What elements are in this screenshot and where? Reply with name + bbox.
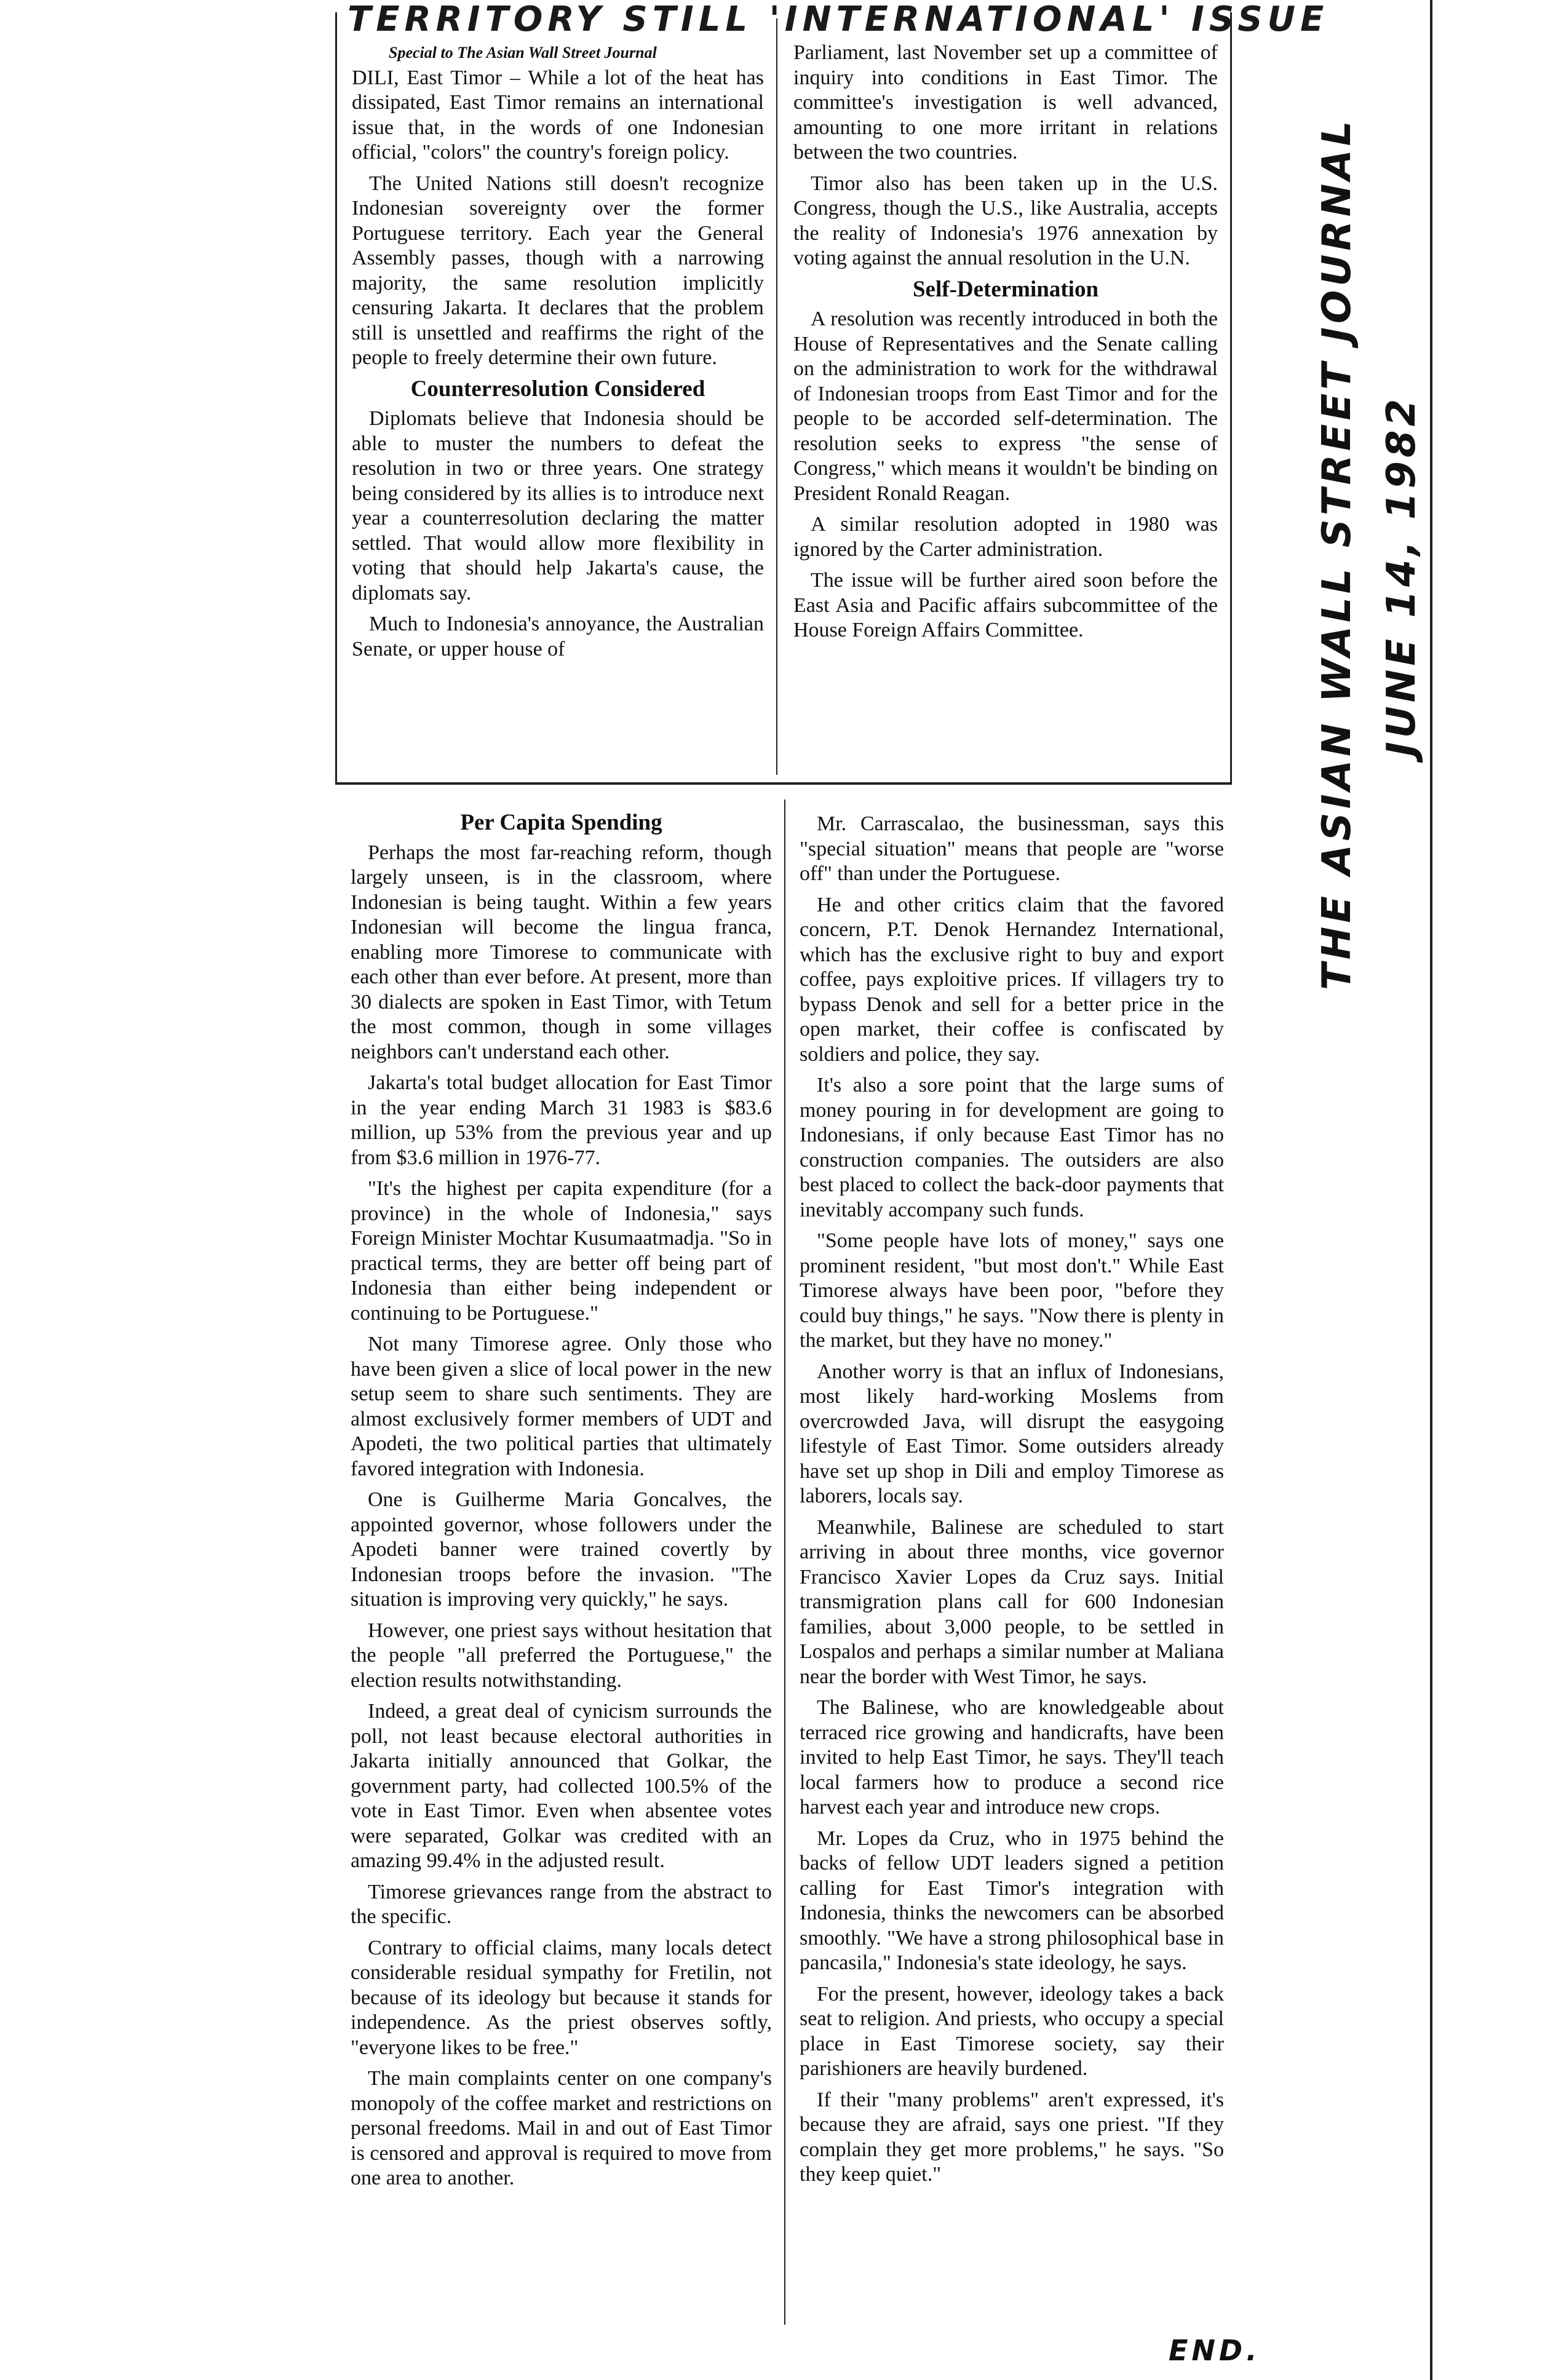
article-paragraph: "Some people have lots of money," says one prominent resident, "but most don't." While East Timorese always have been poor, "before they could buy things," he says. "Now there is plenty in the market, but they have no money." xyxy=(800,1229,1224,1352)
source-publication-note: THE ASIAN WALL STREET JOURNAL xyxy=(1314,117,1360,990)
article-paragraph: However, one priest says without hesitation that the people "all preferred the Portuguese," the election results notwithstanding. xyxy=(351,1619,772,1692)
article-paragraph: Not many Timorese agree. Only those who have been given a slice of local power in the new setup seem to share such sentiments. They are almost exclusively former members of UDT and Apodeti, the two political parties that ultimately favored integration with Indonesia. xyxy=(351,1333,772,1480)
top-box-bottom-border xyxy=(335,782,1232,785)
article-paragraph: Jakarta's total budget allocation for East Timor in the year ending March 31 1983 is $83.6 million, up 53% from the previous year and up from $3.6 million in 1976-77. xyxy=(351,1071,772,1169)
article-paragraph: A resolution was recently introduced in both the House of Representatives and the Senate calling on the administration to work for the withdrawal of Indonesian troops from East Timor and for the people to be accorded self-determination. The resolution seeks to express "the sense of Congress," which means it wouldn't be binding on President Ronald Reagan. xyxy=(793,307,1218,505)
article-paragraph: Meanwhile, Balinese are scheduled to start arriving in about three months, vice governor Francisco Xavier Lopes da Cruz says. Initial transmigration plans call for 600 Indonesian families, about 3,000 people, to be settled in Lospalos and perhaps a similar number at Maliana near the border with West Timor, he says. xyxy=(800,1515,1224,1688)
article-paragraph: Timorese grievances range from the abstract to the specific. xyxy=(351,1880,772,1928)
article-paragraph: Diplomats believe that Indonesia should be able to muster the numbers to defeat the resolution in two or three years. One strategy being considered by its allies is to introduce next year a counterresolution declaring the matter settled. That would allow more flexibility in voting that should help Jakarta's cause, the diplomats say. xyxy=(352,407,764,605)
handwritten-source-note xyxy=(1314,80,1437,990)
top-box-right-border xyxy=(1230,12,1232,784)
byline-credit: Special to The Asian Wall Street Journal xyxy=(389,44,657,61)
article-paragraph: "It's the highest per capita expenditure (for a province) in the whole of Indonesia," says Foreign Minister Mochtar Kusumaatmadja. "So in practical terms, they are better off being part of Indonesia than either being independent or continuing to be Portuguese." xyxy=(351,1177,772,1325)
article-paragraph: The main complaints center on one company's monopoly of the coffee market and restrictions on personal freedoms. Mail in and out of East Timor is censored and approval is required to move from one area to another. xyxy=(351,2067,772,2189)
subheading: Self-Determination xyxy=(912,276,1099,302)
article-paragraph: Parliament, last November set up a committee of inquiry into conditions in East Timor. The committee's investigation is well advanced, amounting to one more irritant in relations between the two countries. xyxy=(793,41,1218,164)
article-paragraph: Timor also has been taken up in the U.S. Congress, though the U.S., like Australia, accepts the reality of Indonesia's 1976 annexation by voting against the annual resolution in the U.N. xyxy=(793,172,1218,269)
article-paragraph: A similar resolution adopted in 1980 was ignored by the Carter administration. xyxy=(793,513,1218,561)
article-paragraph: For the present, however, ideology takes a back seat to religion. And priests, who occupy a special place in East Timorese society, say their parishioners are heavily burdened. xyxy=(800,1982,1224,2080)
article-paragraph: The United Nations still doesn't recognize Indonesian sovereignty over the former Portuguese territory. Each year the General Assembly passes, though with a narrowing majority, the same resolution implicitly censuring Jakarta. It declares that the problem still is unsettled and reaffirms the right of the people to freely determine their own future. xyxy=(352,172,764,369)
article-paragraph: Mr. Carrascalao, the businessman, says this "special situation" means that people are "worse off" than under the Portuguese. xyxy=(800,812,1224,885)
top-box-column-divider xyxy=(776,18,777,775)
bottom-column-divider xyxy=(784,799,785,2325)
article-paragraph: He and other critics claim that the favored concern, P.T. Denok Hernandez International, which has the exclusive right to buy and export coffee, pays exploitive prices. If villagers try to bypass Denok and sell for a better price in the open market, their coffee is confiscated by soldiers and police, they say. xyxy=(800,893,1224,1066)
bottom-right-column xyxy=(800,812,1224,2194)
article-paragraph: If their "many problems" aren't expressed, it's because they are afraid, says one priest. "If they complain they get more problems," he says. "So they keep quiet." xyxy=(800,2088,1224,2186)
article-paragraph: Mr. Lopes da Cruz, who in 1975 behind the backs of fellow UDT leaders signed a petition calling for East Timor's integration with Indonesia, thinks the newcomers can be absorbed smoothly. "We have a strong philosophical base in pancasila," Indonesia's state ideology, he says. xyxy=(800,1827,1224,1974)
bottom-left-column xyxy=(351,806,772,2197)
article-paragraph: The Balinese, who are knowledgeable about terraced rice growing and handicrafts, have been invited to help East Timor, he says. They'll teach local farmers how to produce a second rice harvest each year and introduce new crops. xyxy=(800,1696,1224,1819)
top-box-left-border xyxy=(335,12,337,784)
article-paragraph: Indeed, a great deal of cynicism surrounds the poll, not least because electoral authorities in Jakarta initially announced that Golkar, the government party, had collected 100.5% of the vote in East Timor. Even when absentee votes were separated, Golkar was credited with an amazing 99.4% in the adjusted result. xyxy=(351,1700,772,1872)
top-left-column xyxy=(352,41,764,668)
handwritten-end-mark: END. xyxy=(1169,2334,1261,2367)
article-paragraph: Contrary to official claims, many locals detect considerable residual sympathy for Fretilin, not because of its ideology but because it stands for independence. As the priest observes softly, "everyone likes to be free." xyxy=(351,1936,772,2059)
article-paragraph: It's also a sore point that the large sums of money pouring in for development are going to Indonesians, if only because East Timor has no construction companies. The outsiders are also best placed to collect the back-door payments that inevitably accompany such funds. xyxy=(800,1074,1224,1221)
article-paragraph: Much to Indonesia's annoyance, the Australian Senate, or upper house of xyxy=(352,613,764,660)
article-paragraph: DILI, East Timor – While a lot of the heat has dissipated, East Timor remains an international issue that, in the words of one Indonesian official, "colors" the country's foreign policy. xyxy=(352,66,764,164)
handwritten-headline: TERRITORY STILL 'INTERNATIONAL' ISSUE xyxy=(348,0,1329,39)
subheading: Counterresolution Considered xyxy=(410,376,705,402)
article-paragraph: Perhaps the most far-reaching reform, though largely unseen, is in the classroom, where Indonesian is being taught. Within a few years Indonesian will become the lingua franca, enabling more Timorese to communicate with each other than ever before. At present, more than 30 dialects are spoken in East Timor, with Tetum the most common, though in some villages neighbors can't understand each other. xyxy=(351,841,772,1063)
top-right-column xyxy=(793,41,1218,649)
article-paragraph: The issue will be further aired soon before the East Asia and Pacific affairs subcommittee of the House Foreign Affairs Committee. xyxy=(793,569,1218,641)
source-date-note: JUNE 14, 1982 xyxy=(1379,395,1424,756)
subheading: Per Capita Spending xyxy=(460,810,662,835)
article-paragraph: Another worry is that an influx of Indonesians, most likely hard-working Moslems from overcrowded Java, will disrupt the easygoing lifestyle of East Timor. Some outsiders already have set up shop in Dili and employ Timorese as laborers, locals say. xyxy=(800,1360,1224,1507)
article-paragraph: One is Guilherme Maria Goncalves, the appointed governor, whose followers under the Apodeti banner were trained covertly by Indonesian troops before the invasion. "The situation is improving very quickly," he says. xyxy=(351,1488,772,1611)
